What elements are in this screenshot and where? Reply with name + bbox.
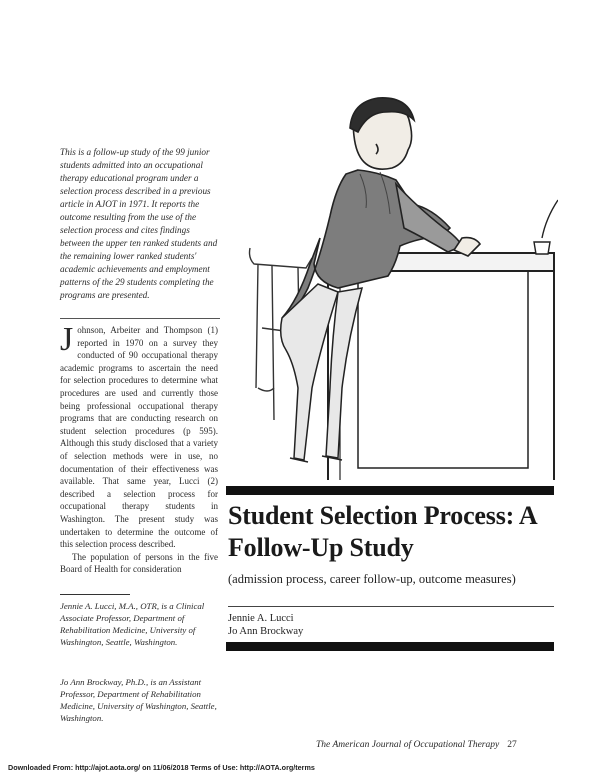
author-note-brockway: Jo Ann Brockway, Ph.D., is an Assistant Professor, Department of Rehabilitation Medicine, University of Washington, Seattle, Washington. bbox=[60, 677, 217, 723]
body-paragraph-2: The population of persons in the five Board of Health for consideration bbox=[60, 551, 218, 575]
download-notice: Downloaded From: http://ajot.aota.org/ on 11/06/2018 Terms of Use: http://AOTA.org/terms bbox=[8, 763, 315, 772]
article-title: Student Selection Process: A Follow-Up Study bbox=[228, 501, 537, 562]
abstract: This is a follow-up study of the 99 junior students admitted into an occupational therapy educational program under a selection process described in a previous article in AJOT in 1971. It reports the outcome resulting from the use of the selection process and cites findings between the upper ten ranked students and the remaining lower ranked students' academic achievements and employment patterns of the 29 students completing the programs are presented. bbox=[60, 147, 218, 300]
keywords-divider bbox=[228, 606, 554, 607]
body-text bbox=[60, 321, 218, 576]
title-top-bar bbox=[226, 486, 554, 495]
author-name: Jennie A. Lucci bbox=[228, 613, 294, 624]
footnote-divider bbox=[60, 594, 130, 595]
abstract-divider bbox=[60, 318, 220, 319]
keywords: (admission process, career follow-up, outcome measures) bbox=[228, 572, 516, 586]
title-bottom-bar bbox=[226, 642, 554, 651]
page-number: 27 bbox=[507, 740, 517, 750]
running-footer bbox=[316, 740, 556, 750]
drop-cap: J bbox=[60, 321, 74, 358]
journal-name: The American Journal of Occupational Therapy bbox=[316, 740, 500, 750]
body-paragraph-1-text: ohnson, Arbeiter and Thompson (1) reported in 1970 on a survey they conducted of 90 occupational therapy academic programs to ascertain the need for selection procedures to determine what procedures are used and currently those being professional occupational therapy programs that are conducting research on student selection procedures (p 595). Although this study disclosed that a variety of selection methods were in use, no documentation of their effectiveness was available. That same year, Lucci (2) described a selection process for occupational therapy students in Washington. The present study was undertaken to determine the outcome of this selection process described. bbox=[60, 325, 218, 550]
illustration-man-at-desk bbox=[228, 88, 558, 480]
body-paragraph-1 bbox=[60, 321, 218, 551]
author-name: Jo Ann Brockway bbox=[228, 626, 304, 637]
authors bbox=[228, 612, 548, 638]
author-note-lucci: Jennie A. Lucci, M.A., OTR, is a Clinical Associate Professor, Department of Rehabilitation Medicine, University of Washington, Seattle, Washington. bbox=[60, 601, 205, 647]
